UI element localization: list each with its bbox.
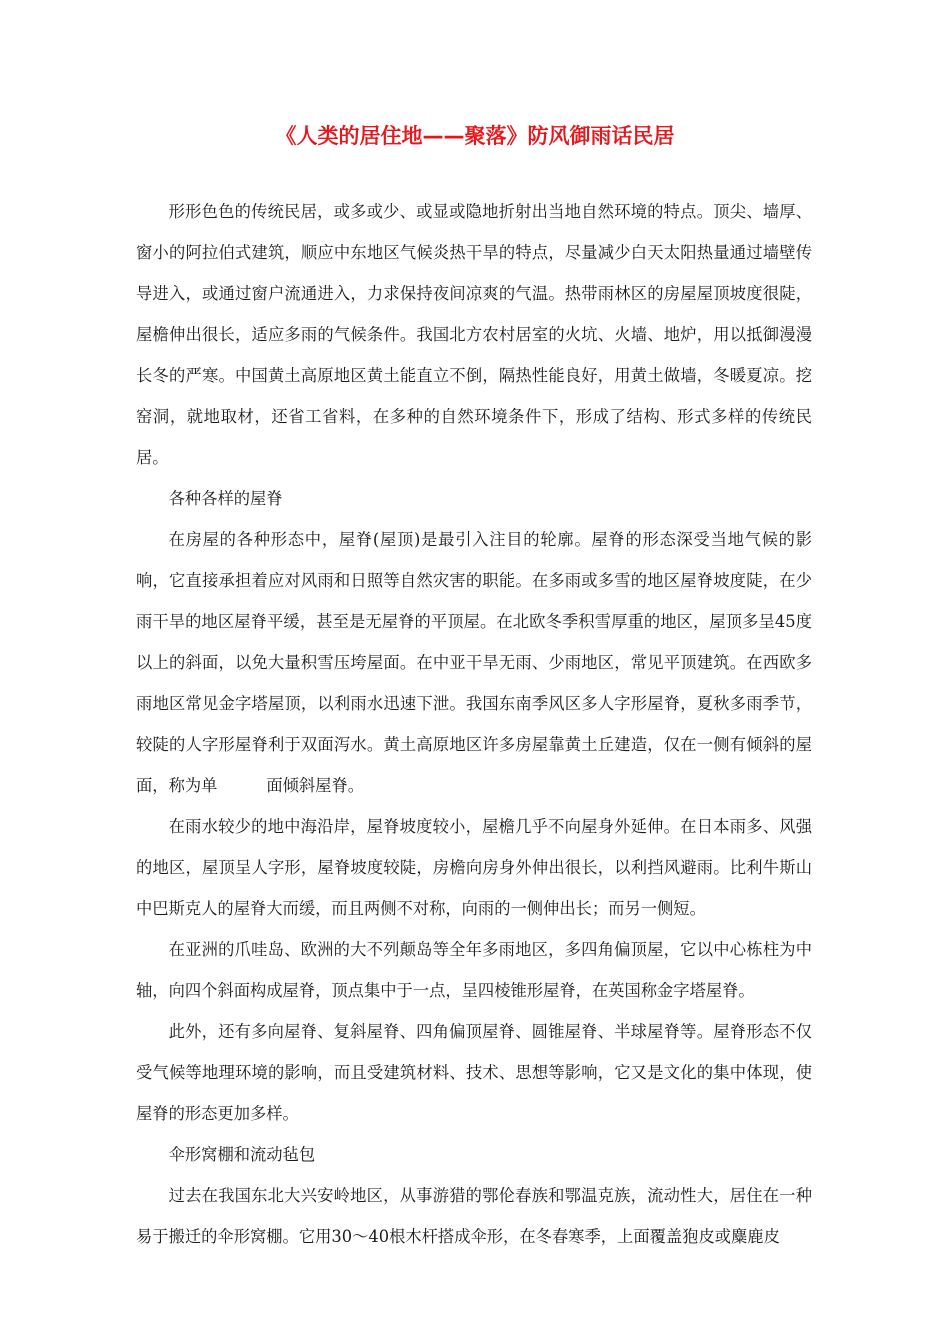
paragraph-pyramid-roof: 在亚洲的爪哇岛、欧洲的大不列颠岛等全年多雨地区，多四角偏顶屋，它以中心栋柱为中轴，向四个斜面构成屋脊，顶点集中于一点，呈四棱锥形屋脊，在英国称金字塔屋脊。 xyxy=(136,940,812,1000)
paragraph-other-ridges: 此外，还有多向屋脊、复斜屋脊、四角偏顶屋脊、圆锥屋脊、半球屋脊等。屋脊形态不仅受气候等地理环境的影响，而且受建筑材料、技术、思想等影响，它又是文化的集中体现，使屋脊的形态更加多样。 xyxy=(136,1022,812,1123)
document-title: 《人类的居住地——聚落》防风御雨话民居 xyxy=(275,124,675,148)
document-body xyxy=(136,191,812,1257)
section-heading-roof-ridges: 各种各样的屋脊 xyxy=(168,489,283,508)
paragraph-roof-ridge-forms xyxy=(136,519,812,806)
paragraph-mediterranean: 在雨水较少的地中海沿岸，屋脊坡度较小，屋檐几乎不向屋身外延伸。在日本雨多、风强的地区，屋顶呈人字形，屋脊坡度较陡，房檐向房身外伸出很长，以利挡风避雨。比利牛斯山中巴斯克人的屋脊大而缓，而且两侧不对称，向雨的一侧伸出长；而另一侧短。 xyxy=(136,817,812,918)
paragraph-umbrella-shed: 过去在我国东北大兴安岭地区，从事游猎的鄂伦春族和鄂温克族，流动性大，居住在一种易于搬迁的伞形窝棚。它用30～40根木杆搭成伞形，在冬春寒季，上面覆盖狍皮或麋鹿皮 xyxy=(136,1186,812,1246)
paragraph-intro: 形形色色的传统民居，或多或少、或显或隐地折射出当地自然环境的特点。顶尖、墙厚、窗小的阿拉伯式建筑，顺应中东地区气候炎热干旱的特点，尽量减少白天太阳热量通过墙壁传导进入，或通过窗户流通进入，力求保持夜间凉爽的气温。热带雨林区的房屋屋顶坡度很陡，屋檐伸出很长，适应多雨的气候条件。我国北方农村居室的火坑、火墙、地炉，用以抵御漫漫长冬的严寒。中国黄土高原地区黄土能直立不倒，隔热性能良好，用黄土做墙，冬暖夏凉。挖窑洞，就地取材，还省工省料，在多种的自然环境条件下，形成了结构、形式多样的传统民居。 xyxy=(136,202,812,467)
paragraph-roof-ridge-forms-text: 在房屋的各种形态中，屋脊(屋顶)是最引入注目的轮廓。屋脊的形态深受当地气候的影响，它直接承担着应对风雨和日照等自然灾害的职能。在多雨或多雪的地区屋脊坡度陡，在少雨干旱的地区屋脊平缓，甚至是无屋脊的平顶屋。在北欧冬季积雪厚重的地区，屋顶多呈45度以上的斜面，以免大量积雪压垮屋面。在中亚干旱无雨、少雨地区，常见平顶建筑。在西欧多雨地区常见金字塔屋顶，以利雨水迅速下泄。我国东南季风区多人字形屋脊，夏秋多雨季节，较陡的人字形屋脊利于双面泻水。黄土高原地区许多房屋靠黄土丘建造，仅在一侧有倾斜的屋面，称为单 xyxy=(136,530,812,795)
section-heading-tents: 伞形窝棚和流动毡包 xyxy=(168,1145,316,1164)
paragraph-roof-ridge-forms-tail: 面倾斜屋脊。 xyxy=(266,776,365,795)
